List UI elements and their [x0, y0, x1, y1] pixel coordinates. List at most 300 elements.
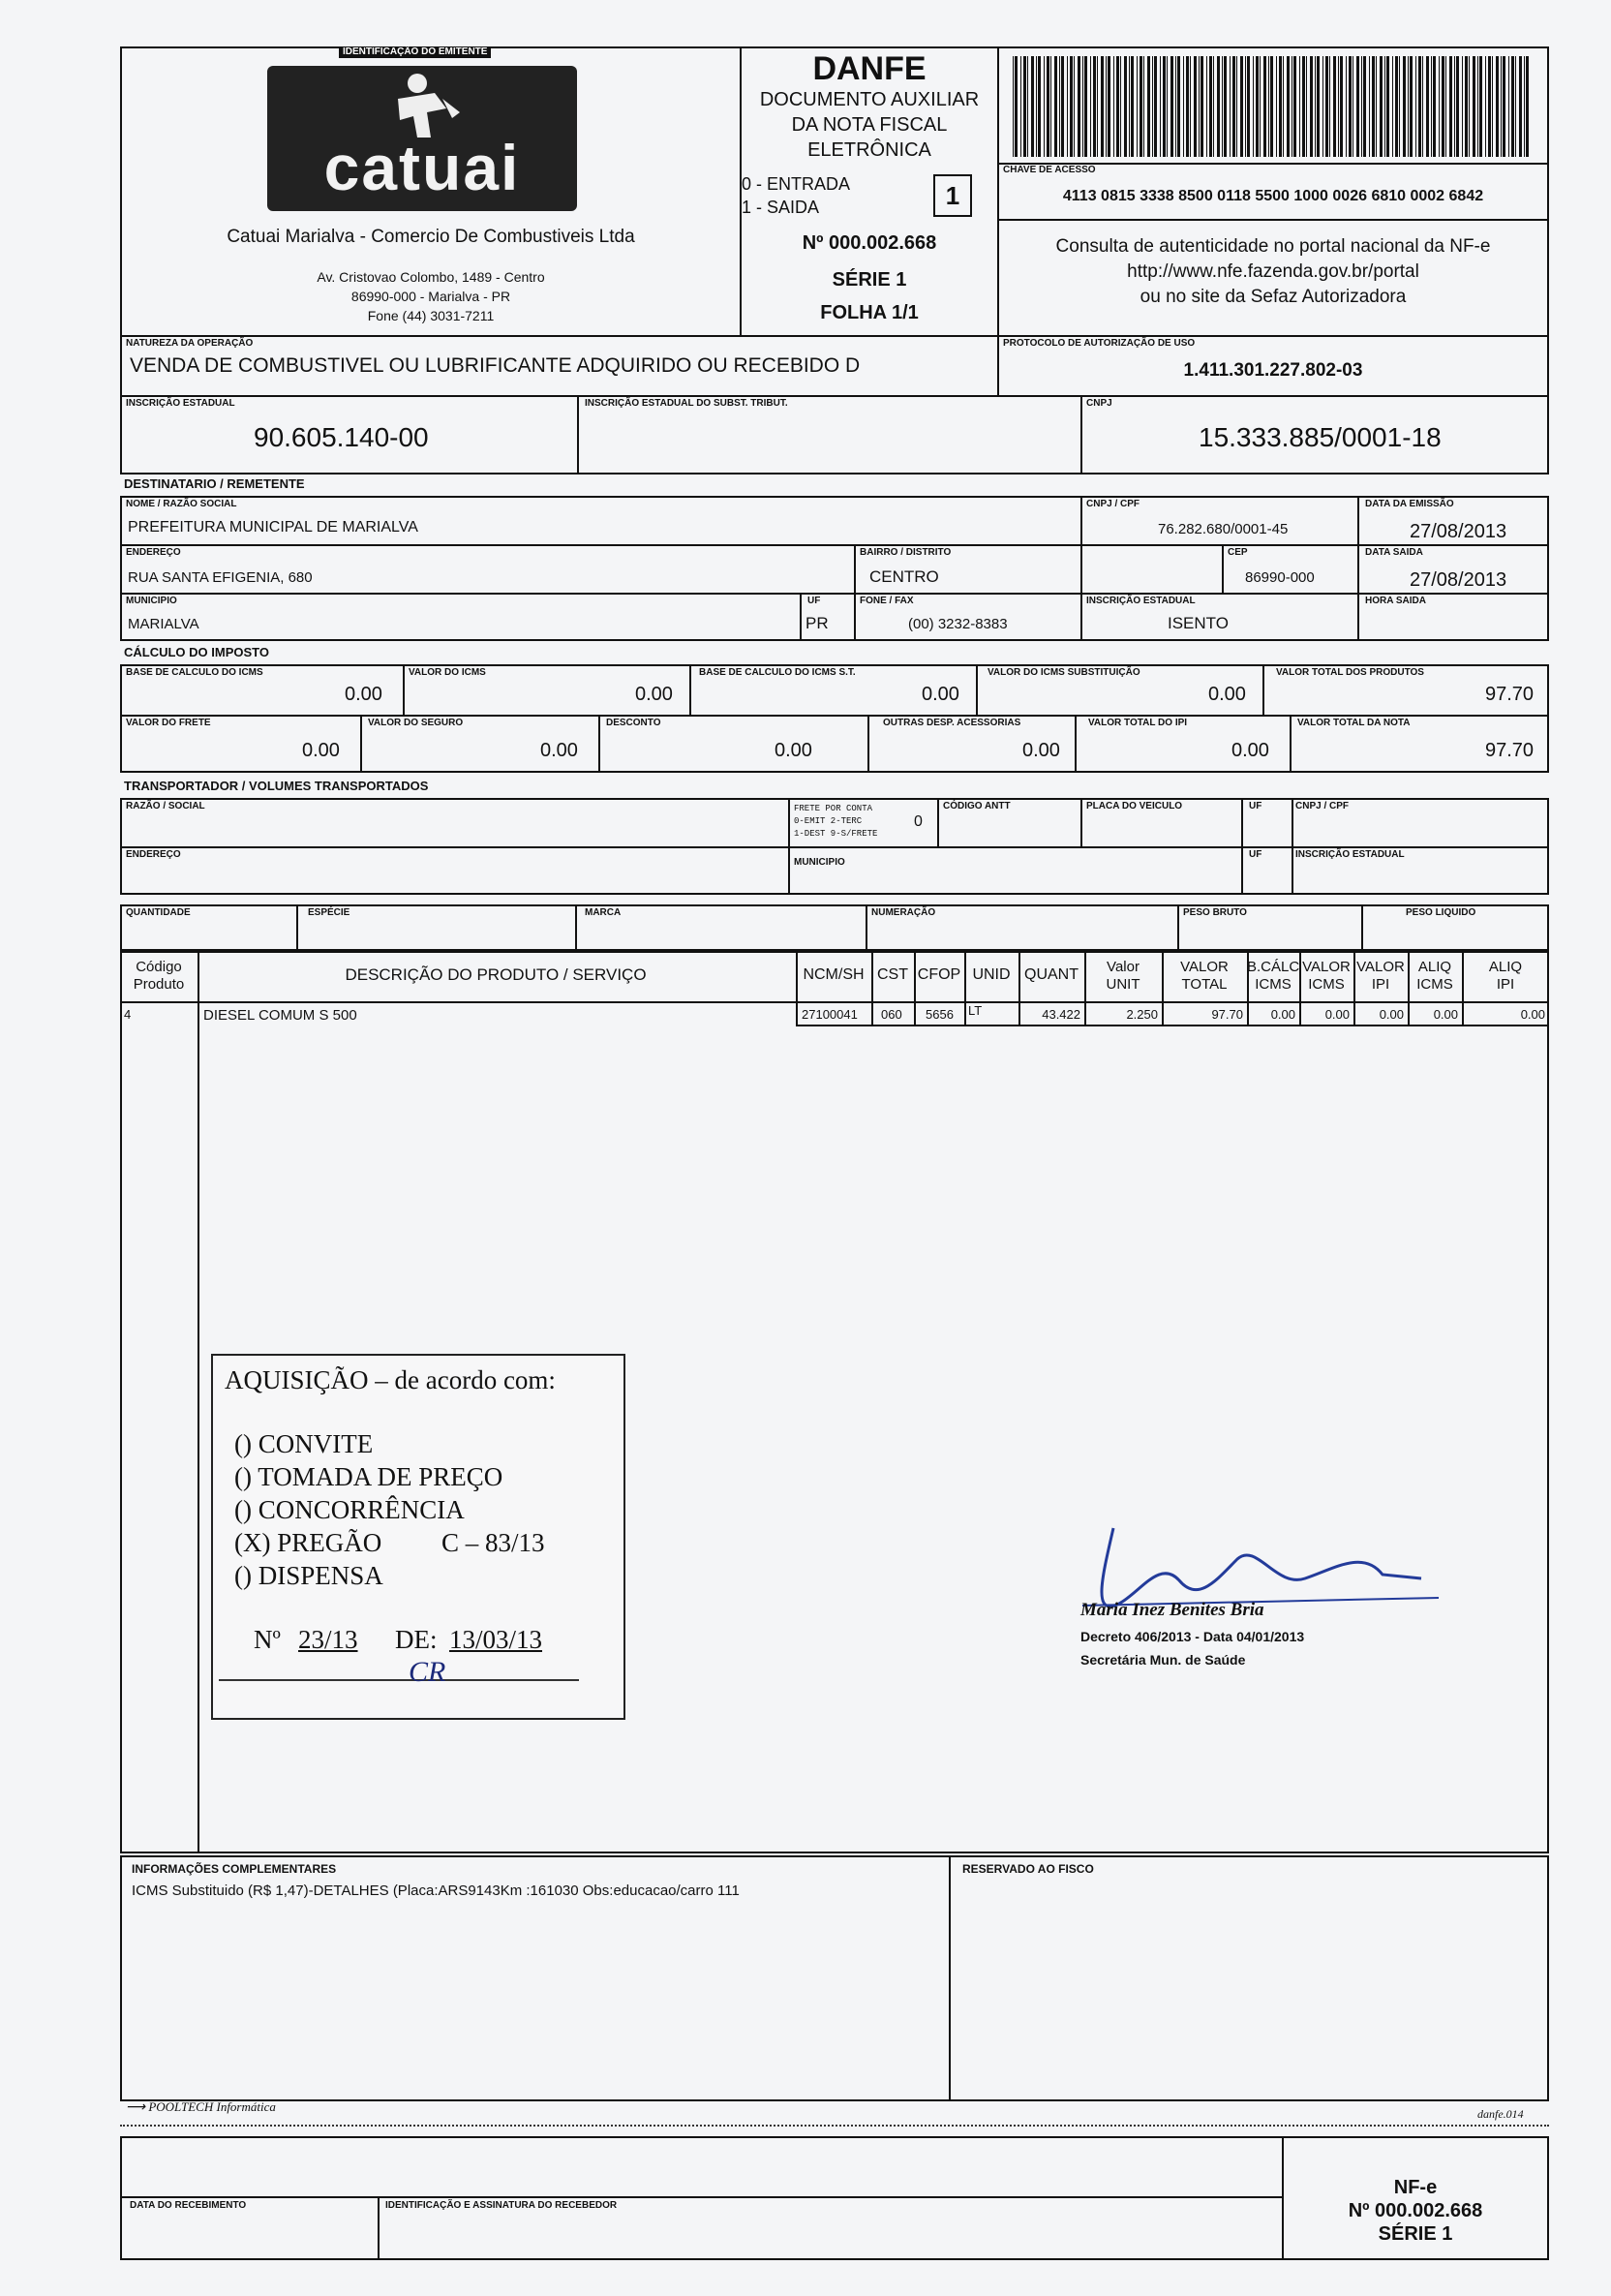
barcode-bar [1222, 56, 1223, 157]
barcode-bar [1124, 56, 1127, 157]
dest-bairro-label: BAIRRO / DISTRITO [860, 547, 952, 558]
barcode-bar [1050, 56, 1051, 157]
barcode-bar [1147, 56, 1150, 157]
barcode-bar [1201, 56, 1203, 157]
transp-row [120, 846, 1549, 848]
barcode-bar [1213, 56, 1214, 157]
barcode [1013, 56, 1535, 157]
barcode-bar [1302, 56, 1305, 157]
barcode-bar [1027, 56, 1028, 157]
row-vipi: 0.00 [1379, 1007, 1404, 1022]
dest-cep-label: CEP [1228, 547, 1248, 558]
transp-endereco-label: ENDEREÇO [126, 849, 181, 860]
dest-v3 [854, 544, 856, 593]
barcode-bar [1152, 56, 1153, 157]
barcode-bar [1485, 56, 1486, 157]
natureza-label: NATUREZA DA OPERAÇÃO [126, 338, 254, 349]
transportador-section: TRANSPORTADOR / VOLUMES TRANSPORTADOS [124, 779, 429, 793]
barcode-bar [1496, 56, 1499, 157]
frete-conta-line2: 0-EMIT 2-TERC [794, 816, 863, 826]
vol-v4 [1177, 904, 1179, 951]
barcode-bar [1268, 56, 1269, 157]
barcode-bar [1247, 56, 1250, 157]
barcode-bar [1526, 56, 1529, 157]
ipi: 0.00 [1231, 740, 1269, 761]
th-cfop: CFOP [917, 966, 961, 983]
barcode-bar [1256, 56, 1259, 157]
emitente-header: IDENTIFICAÇÃO DO EMITENTE [339, 46, 491, 58]
dest-fone-label: FONE / FAX [860, 596, 914, 606]
barcode-bar [1456, 56, 1459, 157]
row-cfop: 5656 [926, 1007, 954, 1022]
consulta-line3: ou no site da Sefaz Autorizadora [1140, 287, 1407, 307]
barcode-bar [1329, 56, 1330, 157]
barcode-bar [1346, 56, 1347, 157]
barcode-bar [1206, 56, 1207, 157]
barcode-bar [1299, 56, 1300, 157]
barcode-bar [1120, 56, 1121, 157]
dest-v1 [1080, 496, 1082, 641]
stamp-signature-line [219, 1679, 579, 1681]
barcode-bar [1403, 56, 1406, 157]
barcode-bar [1399, 56, 1400, 157]
transp-v1 [788, 798, 790, 895]
dest-ie-label: INSCRIÇÃO ESTADUAL [1086, 596, 1196, 606]
total-nota: 97.70 [1485, 740, 1535, 761]
valor-st-label: VALOR DO ICMS SUBSTITUIÇÃO [988, 667, 1140, 678]
base-st: 0.00 [922, 684, 959, 705]
barcode-bar [1473, 56, 1475, 157]
barcode-bar [1322, 56, 1323, 157]
barcode-bar [1369, 56, 1370, 157]
transp-municipio-label: MUNICIPIO [794, 857, 845, 868]
consulta-line1: Consulta de autenticidade no portal nacional da NF-e [1055, 236, 1491, 257]
barcode-bar [1492, 56, 1493, 157]
barcode-bar [1067, 56, 1068, 157]
barcode-bar [1082, 56, 1083, 157]
danfe-title: DANFE [812, 50, 927, 87]
ipi-label: VALOR TOTAL DO IPI [1088, 718, 1188, 728]
imposto-section: CÁLCULO DO IMPOSTO [124, 645, 269, 659]
vol-peso-bruto-label: PESO BRUTO [1183, 907, 1247, 918]
barcode-bar [1325, 56, 1328, 157]
barcode-bar [1462, 56, 1463, 157]
pooltech-icon: ⟶ [126, 2100, 146, 2115]
vol-quantidade-label: QUANTIDADE [126, 907, 191, 918]
dest-v2 [1357, 496, 1359, 641]
emitente-address1: Av. Cristovao Colombo, 1489 - Centro [317, 269, 545, 285]
barcode-bar [1093, 56, 1096, 157]
desconto: 0.00 [775, 740, 812, 761]
danfe-saida: 1 - SAIDA [742, 198, 820, 217]
dest-v4 [1222, 544, 1224, 593]
barcode-bar [1013, 56, 1014, 157]
row-ncm: 27100041 [802, 1007, 858, 1022]
acquisition-stamp [211, 1354, 625, 1720]
seguro: 0.00 [540, 740, 578, 761]
vol-marca-label: MARCA [585, 907, 622, 918]
stamp-opt4: (X) PREGÃO [234, 1528, 382, 1557]
company-logo [267, 66, 577, 211]
signature-scribble [1073, 1520, 1441, 1646]
row-vunit: 2.250 [1126, 1007, 1158, 1022]
protocolo-label: PROTOCOLO DE AUTORIZAÇÃO DE USO [1003, 338, 1196, 349]
emitente-name: Catuai Marialva - Comercio De Combustiveis Ltda [227, 227, 635, 247]
barcode-bar [1356, 56, 1359, 157]
prod-header-line [120, 1001, 1549, 1003]
danfe-subtitle2: DA NOTA FISCAL [791, 114, 948, 136]
barcode-bar [1190, 56, 1191, 157]
barcode-bar [1217, 56, 1220, 157]
row-aipi: 0.00 [1520, 1007, 1545, 1022]
barcode-bar [1465, 56, 1468, 157]
barcode-bar [1044, 56, 1045, 157]
barcode-bar [1488, 56, 1491, 157]
barcode-bar [1054, 56, 1057, 157]
inscricao-div2 [1080, 395, 1082, 475]
th-quant: QUANT [1024, 966, 1079, 983]
seguro-label: VALOR DO SEGURO [368, 718, 464, 728]
barcode-bar [1116, 56, 1119, 157]
dest-uf-label: UF [807, 596, 821, 606]
barcode-bar [1439, 56, 1440, 157]
software-name: POOLTECH Informática [148, 2099, 276, 2114]
barcode-bar [1395, 56, 1398, 157]
transp-uf-label: UF [1249, 801, 1262, 811]
th-vipi: VALOR IPI [1356, 959, 1405, 993]
barcode-bar [1059, 56, 1060, 157]
dest-fone: (00) 3232-8383 [908, 616, 1008, 632]
stamp-num: 23/13 [298, 1625, 358, 1654]
barcode-bar [1410, 56, 1413, 157]
barcode-bar [1061, 56, 1064, 157]
barcode-bar [1276, 56, 1277, 157]
transp-placa-label: PLACA DO VEICULO [1086, 801, 1183, 811]
barcode-bar [1392, 56, 1393, 157]
dest-emissao: 27/08/2013 [1410, 521, 1507, 542]
canhoto-numero: Nº 000.002.668 [1348, 2200, 1483, 2221]
prod-col-divider [871, 951, 873, 1025]
vol-v5 [1361, 904, 1363, 951]
dest-bairro: CENTRO [869, 567, 939, 586]
prod-col-divider [796, 951, 798, 1025]
outras-label: OUTRAS DESP. ACESSORIAS [883, 718, 1021, 728]
barcode-bar [1384, 56, 1385, 157]
barcode-bar [1422, 56, 1423, 157]
imp-v8 [1075, 715, 1077, 773]
imposto-row [120, 715, 1549, 717]
dest-saida-label: DATA SAIDA [1365, 547, 1423, 558]
barcode-bar [1338, 56, 1339, 157]
reservado-box [949, 1855, 1549, 2101]
outras: 0.00 [1022, 740, 1060, 761]
th-vtotal: VALOR TOTAL [1180, 959, 1229, 993]
chave-label: CHAVE DE ACESSO [1003, 165, 1096, 175]
cnpj-label: CNPJ [1086, 398, 1112, 409]
barcode-bar [1108, 56, 1110, 157]
stamp-initials: CR [409, 1656, 446, 1688]
row-vicms: 0.00 [1324, 1007, 1350, 1022]
consulta-line2[interactable]: http://www.nfe.fazenda.gov.br/portal [1127, 261, 1419, 282]
natureza-value: VENDA DE COMBUSTIVEL OU LUBRIFICANTE ADQUIRIDO OU RECEBIDO D [130, 354, 861, 377]
barcode-bar [1515, 56, 1516, 157]
barcode-bar [1167, 56, 1168, 157]
transp-cnpj-label: CNPJ / CPF [1295, 801, 1350, 811]
dest-cnpj: 76.282.680/0001-45 [1158, 521, 1289, 537]
barcode-bar [1283, 56, 1284, 157]
dest-municipio-label: MUNICIPIO [126, 596, 177, 606]
barcode-bar [1113, 56, 1114, 157]
barcode-bar [1519, 56, 1522, 157]
barcode-bar [1431, 56, 1432, 157]
barcode-bar [1310, 56, 1313, 157]
frete-conta-value: 0 [914, 813, 923, 830]
ie-value: 90.605.140-00 [254, 422, 429, 452]
total-prod-label: VALOR TOTAL DOS PRODUTOS [1276, 667, 1424, 678]
barcode-bar [1315, 56, 1316, 157]
barcode-bar [1361, 56, 1362, 157]
transp-antt-label: CÓDIGO ANTT [943, 801, 1011, 811]
imp-v3 [976, 664, 978, 715]
barcode-bar [1224, 56, 1227, 157]
barcode-bar [1477, 56, 1478, 157]
barcode-bar [1015, 56, 1018, 157]
dest-endereco-label: ENDEREÇO [126, 547, 181, 558]
valor-st: 0.00 [1208, 684, 1246, 705]
barcode-bar [1230, 56, 1231, 157]
barcode-bar [1454, 56, 1455, 157]
stamp-num-label: Nº [254, 1625, 281, 1654]
row-descricao: DIESEL COMUM S 500 [203, 1007, 357, 1024]
dest-endereco: RUA SANTA EFIGENIA, 680 [128, 569, 313, 586]
barcode-bar [1503, 56, 1505, 157]
barcode-bar [1129, 56, 1130, 157]
signature-line3: Secretária Mun. de Saúde [1080, 1652, 1246, 1668]
vol-v3 [866, 904, 867, 951]
destinatario-section: DESTINATARIO / REMETENTE [124, 476, 305, 491]
dest-municipio: MARIALVA [128, 616, 199, 632]
barcode-bar [1199, 56, 1200, 157]
frete-conta-line1: FRETE POR CONTA [794, 804, 873, 813]
barcode-bar [1433, 56, 1436, 157]
th-vunit: Valor UNIT [1106, 959, 1140, 993]
row-aicms: 0.00 [1433, 1007, 1458, 1022]
dest-emissao-label: DATA DA EMISSÃO [1365, 499, 1454, 509]
barcode-bar [1084, 56, 1087, 157]
th-aicms: ALIQ ICMS [1416, 959, 1453, 993]
prod-col-divider [198, 951, 199, 1853]
dest-ie: ISENTO [1168, 614, 1229, 632]
frete-conta-line3: 1-DEST 9-S/FRETE [794, 829, 878, 839]
valor-icms-label: VALOR DO ICMS [409, 667, 486, 678]
barcode-bar [1074, 56, 1075, 157]
barcode-bar [1020, 56, 1021, 157]
barcode-bar [1386, 56, 1389, 157]
logo-wordmark: catuai [323, 132, 521, 203]
barcode-bar [1036, 56, 1037, 157]
barcode-bar [1177, 56, 1180, 157]
canhoto-serie: SÉRIE 1 [1378, 2223, 1453, 2245]
barcode-bar [1140, 56, 1142, 157]
barcode-bar [1236, 56, 1237, 157]
frete: 0.00 [302, 740, 340, 761]
vol-v2 [575, 904, 577, 951]
transp-v2 [937, 798, 939, 846]
dest-nome-label: NOME / RAZÃO SOCIAL [126, 499, 237, 509]
imp-v9 [1290, 715, 1292, 773]
barcode-bar [1279, 56, 1282, 157]
imp-v5 [360, 715, 362, 773]
barcode-bar [1524, 56, 1525, 157]
barcode-bar [1038, 56, 1041, 157]
base-icms: 0.00 [345, 684, 382, 705]
barcode-bar [1106, 56, 1107, 157]
ie-label: INSCRIÇÃO ESTADUAL [126, 398, 235, 409]
canhoto-nfe: NF-e [1393, 2177, 1438, 2198]
stamp-opt3: () CONCORRÊNCIA [234, 1495, 465, 1524]
row-unid: LT [968, 1003, 983, 1018]
barcode-bar [1232, 56, 1235, 157]
barcode-bar [1097, 56, 1098, 157]
barcode-bar [1194, 56, 1197, 157]
barcode-bar [1479, 56, 1482, 157]
reservado-label: RESERVADO AO FISCO [962, 1862, 1094, 1876]
stamp-opt2: () TOMADA DE PREÇO [234, 1462, 503, 1491]
inscricao-div1 [577, 395, 579, 475]
barcode-bar [1317, 56, 1320, 157]
row-vtotal: 97.70 [1211, 1007, 1243, 1022]
barcode-bar [1263, 56, 1266, 157]
imp-v6 [598, 715, 600, 773]
barcode-bar [1031, 56, 1034, 157]
dest-row1 [120, 544, 1549, 546]
total-prod: 97.70 [1485, 684, 1535, 705]
danfe-entrada: 0 - ENTRADA [742, 174, 851, 194]
barcode-bar [1209, 56, 1212, 157]
protocolo-value: 1.411.301.227.802-03 [1183, 360, 1363, 381]
stamp-opt4-ref: C – 83/13 [441, 1528, 545, 1557]
danfe-numero: Nº 000.002.668 [802, 232, 937, 254]
info-label: INFORMAÇÕES COMPLEMENTARES [132, 1862, 337, 1876]
stamp-opt5: () DISPENSA [234, 1561, 383, 1590]
imp-v7 [867, 715, 869, 773]
iest-label: INSCRIÇÃO ESTADUAL DO SUBST. TRIBUT. [585, 398, 788, 409]
total-nota-label: VALOR TOTAL DA NOTA [1297, 718, 1411, 728]
danfe-folha: FOLHA 1/1 [820, 302, 919, 323]
barcode-bar [1449, 56, 1452, 157]
barcode-bar [1101, 56, 1104, 157]
transp-v5 [1292, 798, 1293, 895]
barcode-bar [1306, 56, 1307, 157]
dest-cnpj-label: CNPJ / CPF [1086, 499, 1140, 509]
transp-v3 [1080, 798, 1082, 846]
barcode-bar [1426, 56, 1429, 157]
vol-especie-label: ESPÉCIE [308, 907, 350, 918]
cut-line [120, 2125, 1549, 2127]
barcode-bar [1380, 56, 1383, 157]
transp-ie-label: INSCRIÇÃO ESTADUAL [1295, 849, 1405, 860]
imp-v2 [689, 664, 691, 715]
barcode-bar [1340, 56, 1343, 157]
barcode-bar [1245, 56, 1246, 157]
th-vicms: VALOR ICMS [1302, 959, 1351, 993]
emitente-phone: Fone (44) 3031-7211 [367, 308, 495, 323]
th-cst: CST [877, 966, 908, 983]
barcode-bar [1070, 56, 1073, 157]
barcode-bar [1445, 56, 1446, 157]
barcode-bar [1186, 56, 1189, 157]
destinatario-box [120, 496, 1549, 641]
barcode-bar [1376, 56, 1377, 157]
stamp-opt1: () CONVITE [234, 1429, 374, 1458]
frete-label: VALOR DO FRETE [126, 718, 211, 728]
row-cst: 060 [881, 1007, 902, 1022]
danfe-subtitle1: DOCUMENTO AUXILIAR [759, 89, 980, 110]
transp-v4 [1241, 798, 1243, 895]
danfe-serie: SÉRIE 1 [832, 269, 907, 291]
th-bcicms: B.CÁLC ICMS [1247, 959, 1300, 993]
imp-v4 [1262, 664, 1264, 715]
barcode-bar [1270, 56, 1273, 157]
th-codigo: Código Produto [133, 959, 185, 993]
signature-name: Maria Inez Benites Bria [1080, 1600, 1264, 1620]
barcode-bar [1442, 56, 1444, 157]
canhoto-row [120, 2196, 1282, 2198]
barcode-bar [1160, 56, 1161, 157]
barcode-bar [1349, 56, 1352, 157]
vol-peso-liquido-label: PESO LIQUIDO [1406, 907, 1476, 918]
barcode-bar [1333, 56, 1336, 157]
vol-numeracao-label: NUMERAÇÃO [871, 907, 936, 918]
barcode-bar [1090, 56, 1091, 157]
chave-divider-bottom [997, 219, 1549, 221]
danfe-tipo-box: 1 [933, 174, 972, 217]
barcode-bar [1240, 56, 1243, 157]
software-credit [126, 2099, 276, 2116]
barcode-bar [1415, 56, 1416, 157]
dest-cep: 86990-000 [1245, 569, 1315, 586]
danfe-subtitle3: ELETRÔNICA [807, 139, 931, 161]
barcode-bar [1154, 56, 1157, 157]
base-st-label: BASE DE CALCULO DO ICMS S.T. [699, 667, 856, 678]
dest-row2 [120, 593, 1549, 595]
transp-uf2-label: UF [1249, 849, 1262, 860]
barcode-bar [1363, 56, 1366, 157]
barcode-bar [1287, 56, 1290, 157]
dest-nome: PREFEITURA MUNICIPAL DE MARIALVA [128, 519, 418, 536]
barcode-bar [1078, 56, 1080, 157]
barcode-bar [1137, 56, 1138, 157]
vol-v1 [296, 904, 298, 951]
barcode-bar [1023, 56, 1026, 157]
barcode-bar [1511, 56, 1514, 157]
desconto-label: DESCONTO [606, 718, 661, 728]
barcode-bar [1501, 56, 1502, 157]
barcode-bar [1047, 56, 1049, 157]
row-codigo: 4 [124, 1007, 132, 1022]
row-bcicms: 0.00 [1270, 1007, 1295, 1022]
barcode-bar [1408, 56, 1409, 157]
th-ncm: NCM/SH [803, 966, 865, 983]
transp-razao-label: RAZÃO / SOCIAL [126, 801, 205, 811]
canhoto-ident-label: IDENTIFICAÇÃO E ASSINATURA DO RECEBEDOR [385, 2200, 618, 2211]
form-code: danfe.014 [1477, 2107, 1524, 2121]
emitente-address2: 86990-000 - Marialva - PR [350, 289, 511, 304]
th-aipi: ALIQ IPI [1488, 959, 1523, 993]
info-value: ICMS Substituido (R$ 1,47)-DETALHES (Placa:ARS9143Km :161030 Obs:educacao/carro 111 [132, 1883, 740, 1899]
dest-v5 [800, 593, 802, 641]
prod-col-divider [964, 951, 966, 1025]
